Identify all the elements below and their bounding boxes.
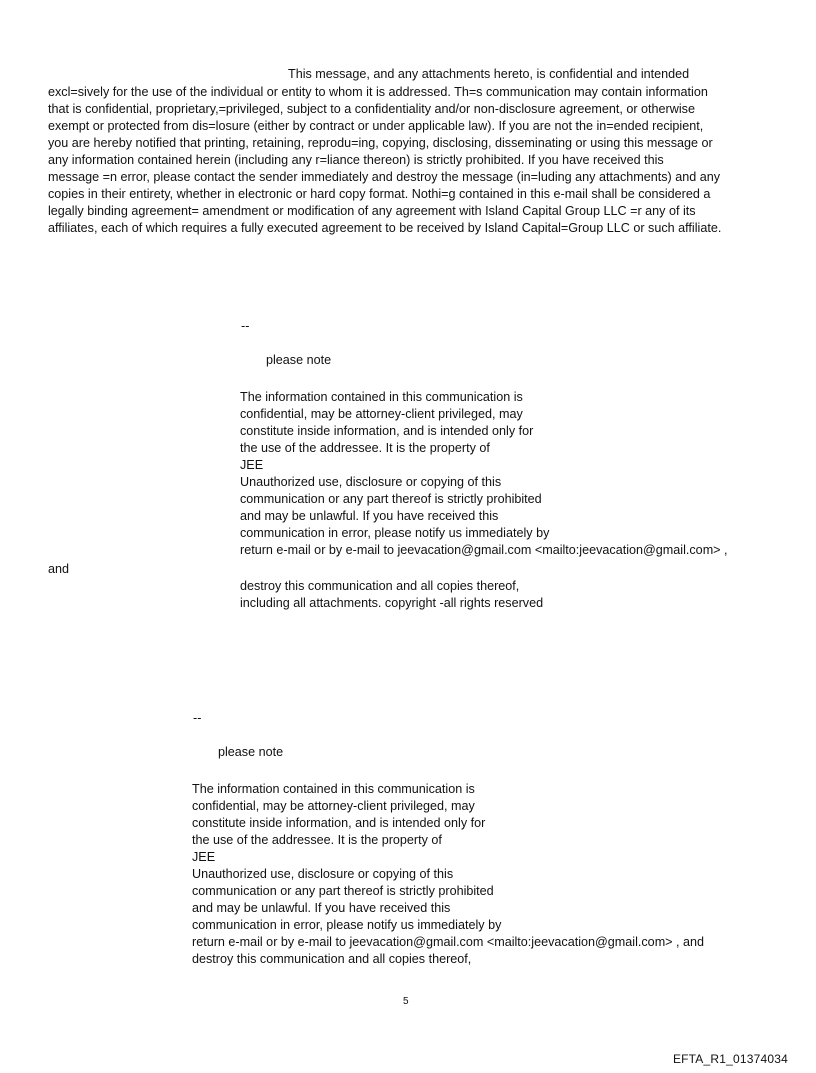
- disclaimer-line: any information contained herein (including any r=liance thereon) is strictly prohibited. If you have received this: [48, 153, 664, 167]
- notice-line: constitute inside information, and is intended only for: [240, 424, 534, 438]
- notice-line: the use of the addressee. It is the property of: [240, 441, 490, 455]
- notice-line: confidential, may be attorney-client privileged, may: [192, 799, 475, 813]
- notice-line: the use of the addressee. It is the property of: [192, 833, 442, 847]
- disclaimer-line: that is confidential, proprietary,=privileged, subject to a confidentiality and/or non-disclosure agreement, or otherwise: [48, 102, 695, 116]
- notice-line: communication or any part thereof is strictly prohibited: [192, 884, 494, 898]
- disclaimer-line: you are hereby notified that printing, retaining, reprodu=ing, copying, disclosing, disseminating or using this message or: [48, 136, 713, 150]
- wrapped-word: and: [48, 562, 70, 576]
- notice-line: constitute inside information, and is intended only for: [192, 816, 486, 830]
- notice-line: Unauthorized use, disclosure or copying of this: [240, 475, 502, 489]
- page-number: 5: [403, 996, 409, 1007]
- disclaimer-line: copies in their entirety, whether in electronic or hard copy format. Nothi=g contained in this e-mail shall be considered a: [48, 187, 711, 201]
- notice-line: communication in error, please notify us immediately by: [192, 918, 502, 932]
- notice-line: and may be unlawful. If you have received this: [192, 901, 451, 915]
- notice-line: communication in error, please notify us immediately by: [240, 526, 550, 540]
- notice-line: confidential, may be attorney-client privileged, may: [240, 407, 523, 421]
- disclaimer-line: message =n error, please contact the sender immediately and destroy the message (in=luding any attachments) and any: [48, 170, 721, 184]
- notice-line: JEE: [240, 458, 264, 472]
- notice-line: return e-mail or by e-mail to jeevacation@gmail.com <mailto:jeevacation@gmail.com> ,: [240, 543, 728, 557]
- notice-line: destroy this communication and all copies thereof,: [240, 579, 520, 593]
- notice-line: Unauthorized use, disclosure or copying of this: [192, 867, 454, 881]
- notice-line: JEE: [192, 850, 216, 864]
- document-id: EFTA_R1_01374034: [672, 1052, 788, 1066]
- disclaimer-line: affiliates, each of which requires a fully executed agreement to be received by Island Capital=Group LLC or such affiliate.: [48, 221, 722, 235]
- notice-line: communication or any part thereof is strictly prohibited: [240, 492, 542, 506]
- separator: --: [241, 319, 250, 333]
- disclaimer-line: excl=sively for the use of the individual or entity to whom it is addressed. Th=s communication may contain information: [48, 85, 708, 99]
- disclaimer-line: This message, and any attachments hereto, is confidential and intended: [288, 67, 690, 81]
- note-heading: please note: [266, 353, 332, 367]
- notice-line: including all attachments. copyright -all rights reserved: [240, 596, 544, 610]
- notice-line: and may be unlawful. If you have received this: [240, 509, 499, 523]
- disclaimer-line: exempt or protected from dis=losure (either by contract or under applicable law). If you are not the in=ended recipient,: [48, 119, 704, 133]
- notice-line: The information contained in this communication is: [192, 782, 475, 796]
- disclaimer-line: legally binding agreement= amendment or modification of any agreement with Island Capital Group LLC =r any of its: [48, 204, 696, 218]
- notice-line: destroy this communication and all copies thereof,: [192, 952, 472, 966]
- separator: --: [193, 711, 202, 725]
- notice-line: The information contained in this communication is: [240, 390, 523, 404]
- note-heading: please note: [218, 745, 284, 759]
- notice-line: return e-mail or by e-mail to jeevacation@gmail.com <mailto:jeevacation@gmail.com> , and: [192, 935, 705, 949]
